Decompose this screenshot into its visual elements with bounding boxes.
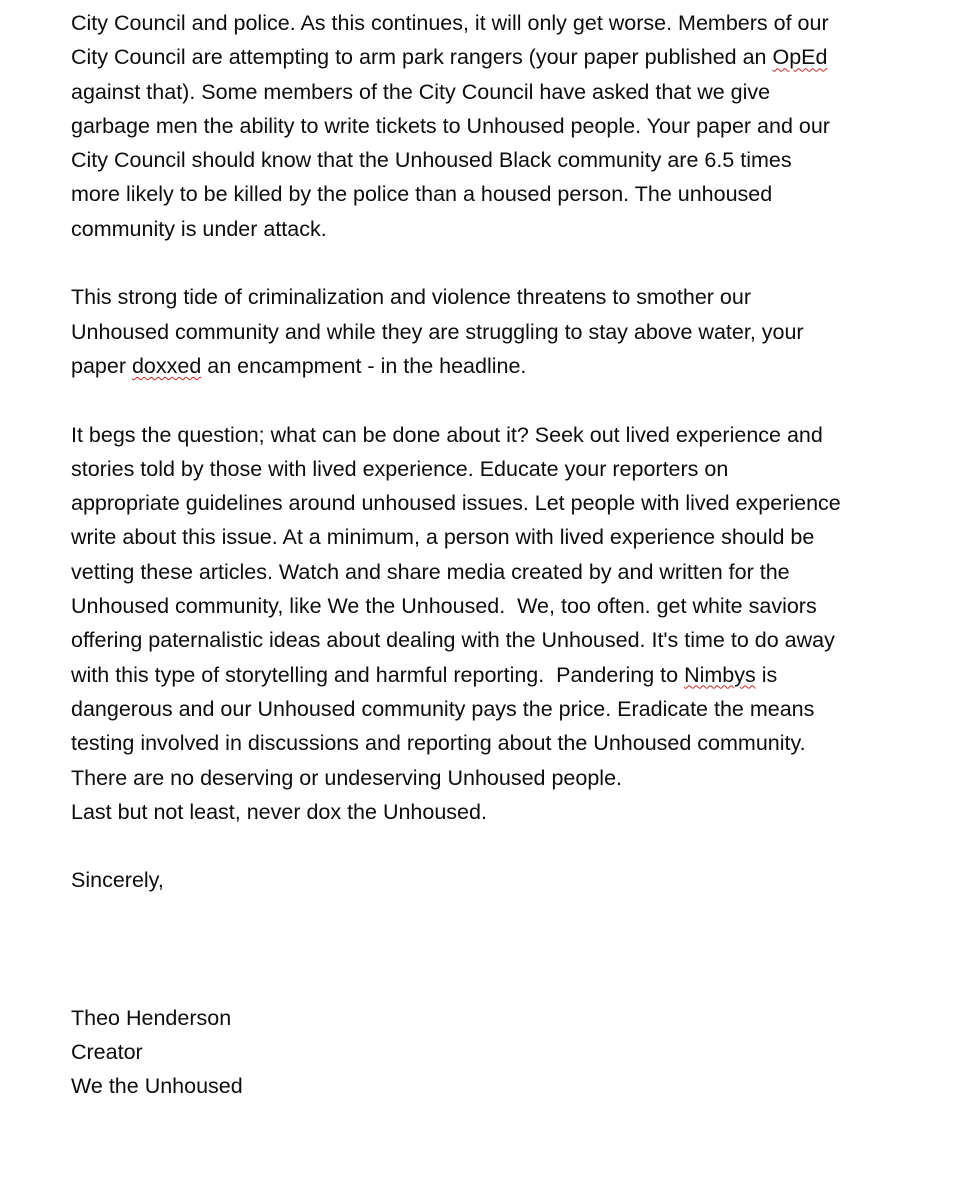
text-line: stories told by those with lived experience. Educate your reporters on <box>71 456 729 481</box>
paragraph-spacer <box>71 829 901 863</box>
spellcheck-flagged-word: Nimbys <box>684 662 756 687</box>
text-line: Last but not least, never dox the Unhoused. <box>71 799 487 824</box>
text-line: City Council and police. As this continues, it will only get worse. Members of our <box>71 11 829 35</box>
text-line: community is under attack. <box>71 216 327 241</box>
text-line: offering paternalistic ideas about dealing with the Unhoused. It's time to do away <box>71 628 835 653</box>
text-line: write about this issue. At a minimum, a person with lived experience should be <box>71 525 815 550</box>
paragraph-council-police <box>71 6 901 246</box>
text-line: City Council should know that the Unhoused Black community are 6.5 times <box>71 148 792 173</box>
text-line <box>71 349 901 383</box>
text-line: Unhoused community and while they are struggling to stay above water, your <box>71 319 804 344</box>
text-line <box>71 40 901 74</box>
text-line: It begs the question; what can be done about it? Seek out lived experience and <box>71 422 823 447</box>
signature-spacer <box>71 898 901 1001</box>
paragraph-what-can-be-done <box>71 418 901 830</box>
spellcheck-flagged-word: OpEd <box>772 45 828 70</box>
closing: Sincerely, <box>71 868 164 893</box>
text-line: more likely to be killed by the police than a housed person. The unhoused <box>71 182 773 207</box>
paragraph-spacer <box>71 246 901 280</box>
text-segment: City Council are attempting to arm park rangers (your paper published an <box>71 45 773 70</box>
spellcheck-flagged-word: doxxed <box>131 353 202 378</box>
text-line <box>71 658 901 692</box>
text-line: garbage men the ability to write tickets to Unhoused people. Your paper and our <box>71 113 830 138</box>
text-line: testing involved in discussions and reporting about the Unhoused community. <box>71 731 806 756</box>
text-line: dangerous and our Unhoused community pays the price. Eradicate the means <box>71 696 815 721</box>
text-segment: is <box>755 662 778 687</box>
signer-name: Theo Henderson <box>71 1005 232 1030</box>
text-line: vetting these articles. Watch and share media created by and written for the <box>71 559 790 584</box>
text-segment: paper <box>71 353 132 378</box>
signer-title: Creator <box>71 1039 143 1064</box>
paragraph-criminalization <box>71 280 901 383</box>
text-line: against that). Some members of the City Council have asked that we give <box>71 79 771 104</box>
signer-organization: We the Unhoused <box>71 1074 243 1099</box>
text-segment: an encampment - in the headline. <box>201 353 527 378</box>
text-line: This strong tide of criminalization and violence threatens to smother our <box>71 285 751 310</box>
text-line: Unhoused community, like We the Unhoused. We, too often. get white saviors <box>71 594 817 619</box>
text-line: There are no deserving or undeserving Unhoused people. <box>71 765 623 790</box>
signature-block <box>71 1001 901 1104</box>
paragraph-spacer <box>71 383 901 417</box>
text-segment: with this type of storytelling and harmful reporting. Pandering to <box>71 662 685 687</box>
letter-body <box>71 6 901 1104</box>
text-line: appropriate guidelines around unhoused issues. Let people with lived experience <box>71 491 841 516</box>
